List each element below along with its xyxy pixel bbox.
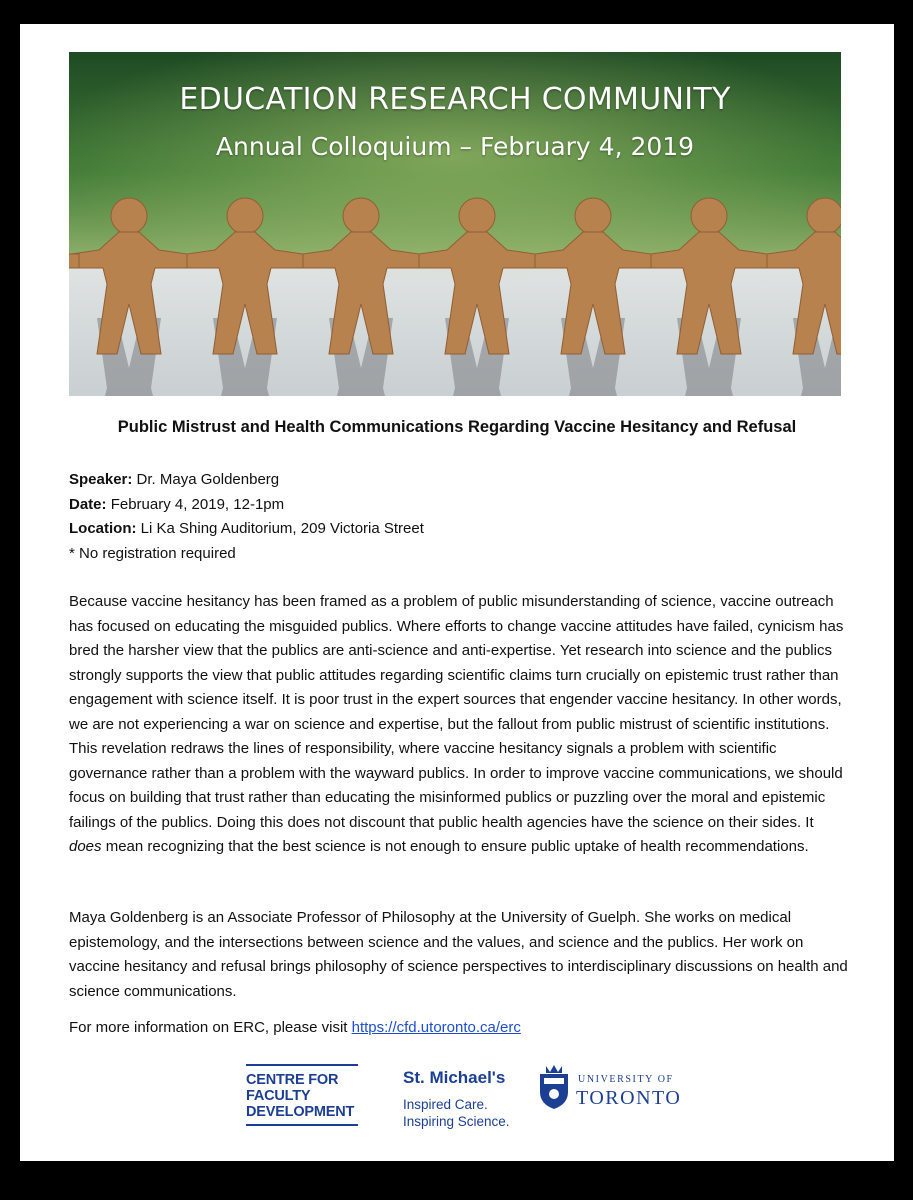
erc-link[interactable]: https://cfd.utoronto.ca/erc (351, 1019, 521, 1036)
location-value: Li Ka Shing Auditorium, 209 Victoria Street (140, 520, 424, 537)
location-line (69, 517, 424, 542)
uoft-toronto: TORONTO (576, 1087, 682, 1109)
cfd-logo (246, 1064, 358, 1126)
st-michaels-tagline-1: Inspired Care. (403, 1097, 488, 1112)
date-label: Date: (69, 495, 107, 513)
banner-title: EDUCATION RESEARCH COMMUNITY (179, 82, 731, 117)
banner-subtitle: Annual Colloquium – February 4, 2019 (215, 132, 695, 161)
abstract-text-2: mean recognizing that the best science is not enough to ensure public uptake of health recommendations. (101, 838, 809, 855)
header-banner (69, 52, 841, 396)
speaker-line (69, 468, 424, 493)
st-michaels-logo (403, 1068, 510, 1130)
more-info-text: For more information on ERC, please visit (69, 1019, 352, 1036)
cfd-logo-line3: DEVELOPMENT (246, 1104, 355, 1120)
date-value: February 4, 2019, 12-1pm (110, 495, 285, 513)
speaker-bio: Maya Goldenberg is an Associate Professor of Philosophy at the University of Guelph. She works on medical epistemology, and the intersections between science and the values, and science and the publics. Her work on vaccine hesitancy and refusal brings philosophy of science perspectives to interdisciplinary discussions on health and science communications. (69, 909, 848, 1000)
cfd-logo-line1: CENTRE FOR (246, 1072, 339, 1088)
cfd-logo-line2: FACULTY (246, 1088, 311, 1104)
abstract-text-1: Because vaccine hesitancy has been framed as a problem of public misunderstanding of science, vaccine outreach has focused on educating the misguided publics. Where efforts to change vaccine attitudes have failed, cynicism has bred the harsher view that the publics are anti-science and anti-expertise. Yet research into science and the publics strongly supports the view that public attitudes regarding scientific claims turn crucially on epistemic trust rather than engagement with science itself. It is poor trust in the expert sources that engender vaccine hesitancy. In other words, we are not experiencing a war on science and expertise, but the fallout from public mistrust of scientific institutions. This revelation redraws the lines of responsibility, where vaccine hesitancy signals a problem with scientific governance rather than a problem with the wayward publics. In order to improve vaccine communications, we should focus on building that trust rather than educating the misinformed publics or puzzling over the moral and epistemic failings of the publics. Doing this does not discount that public health agencies have the science on their sides. It (69, 593, 844, 831)
date-line (69, 493, 424, 518)
st-michaels-name: St. Michael's (403, 1068, 506, 1087)
abstract-emphasis: does (69, 838, 102, 855)
flyer-page (20, 24, 894, 1161)
uoft-crest-icon (536, 1064, 572, 1110)
abstract-paragraph (69, 590, 849, 860)
speaker-value: Dr. Maya Goldenberg (136, 471, 280, 488)
st-michaels-tagline-2: Inspiring Science. (403, 1114, 510, 1129)
uoft-university-of: UNIVERSITY OF (578, 1074, 674, 1085)
more-info (69, 1016, 849, 1041)
registration-note: * No registration required (69, 544, 236, 562)
speaker-label: Speaker: (69, 471, 133, 488)
sponsor-logos (20, 1064, 894, 1154)
location-label: Location: (69, 520, 137, 537)
event-details (69, 468, 424, 566)
talk-title: Public Mistrust and Health Communications Regarding Vaccine Hesitancy and Refusal (117, 418, 797, 436)
